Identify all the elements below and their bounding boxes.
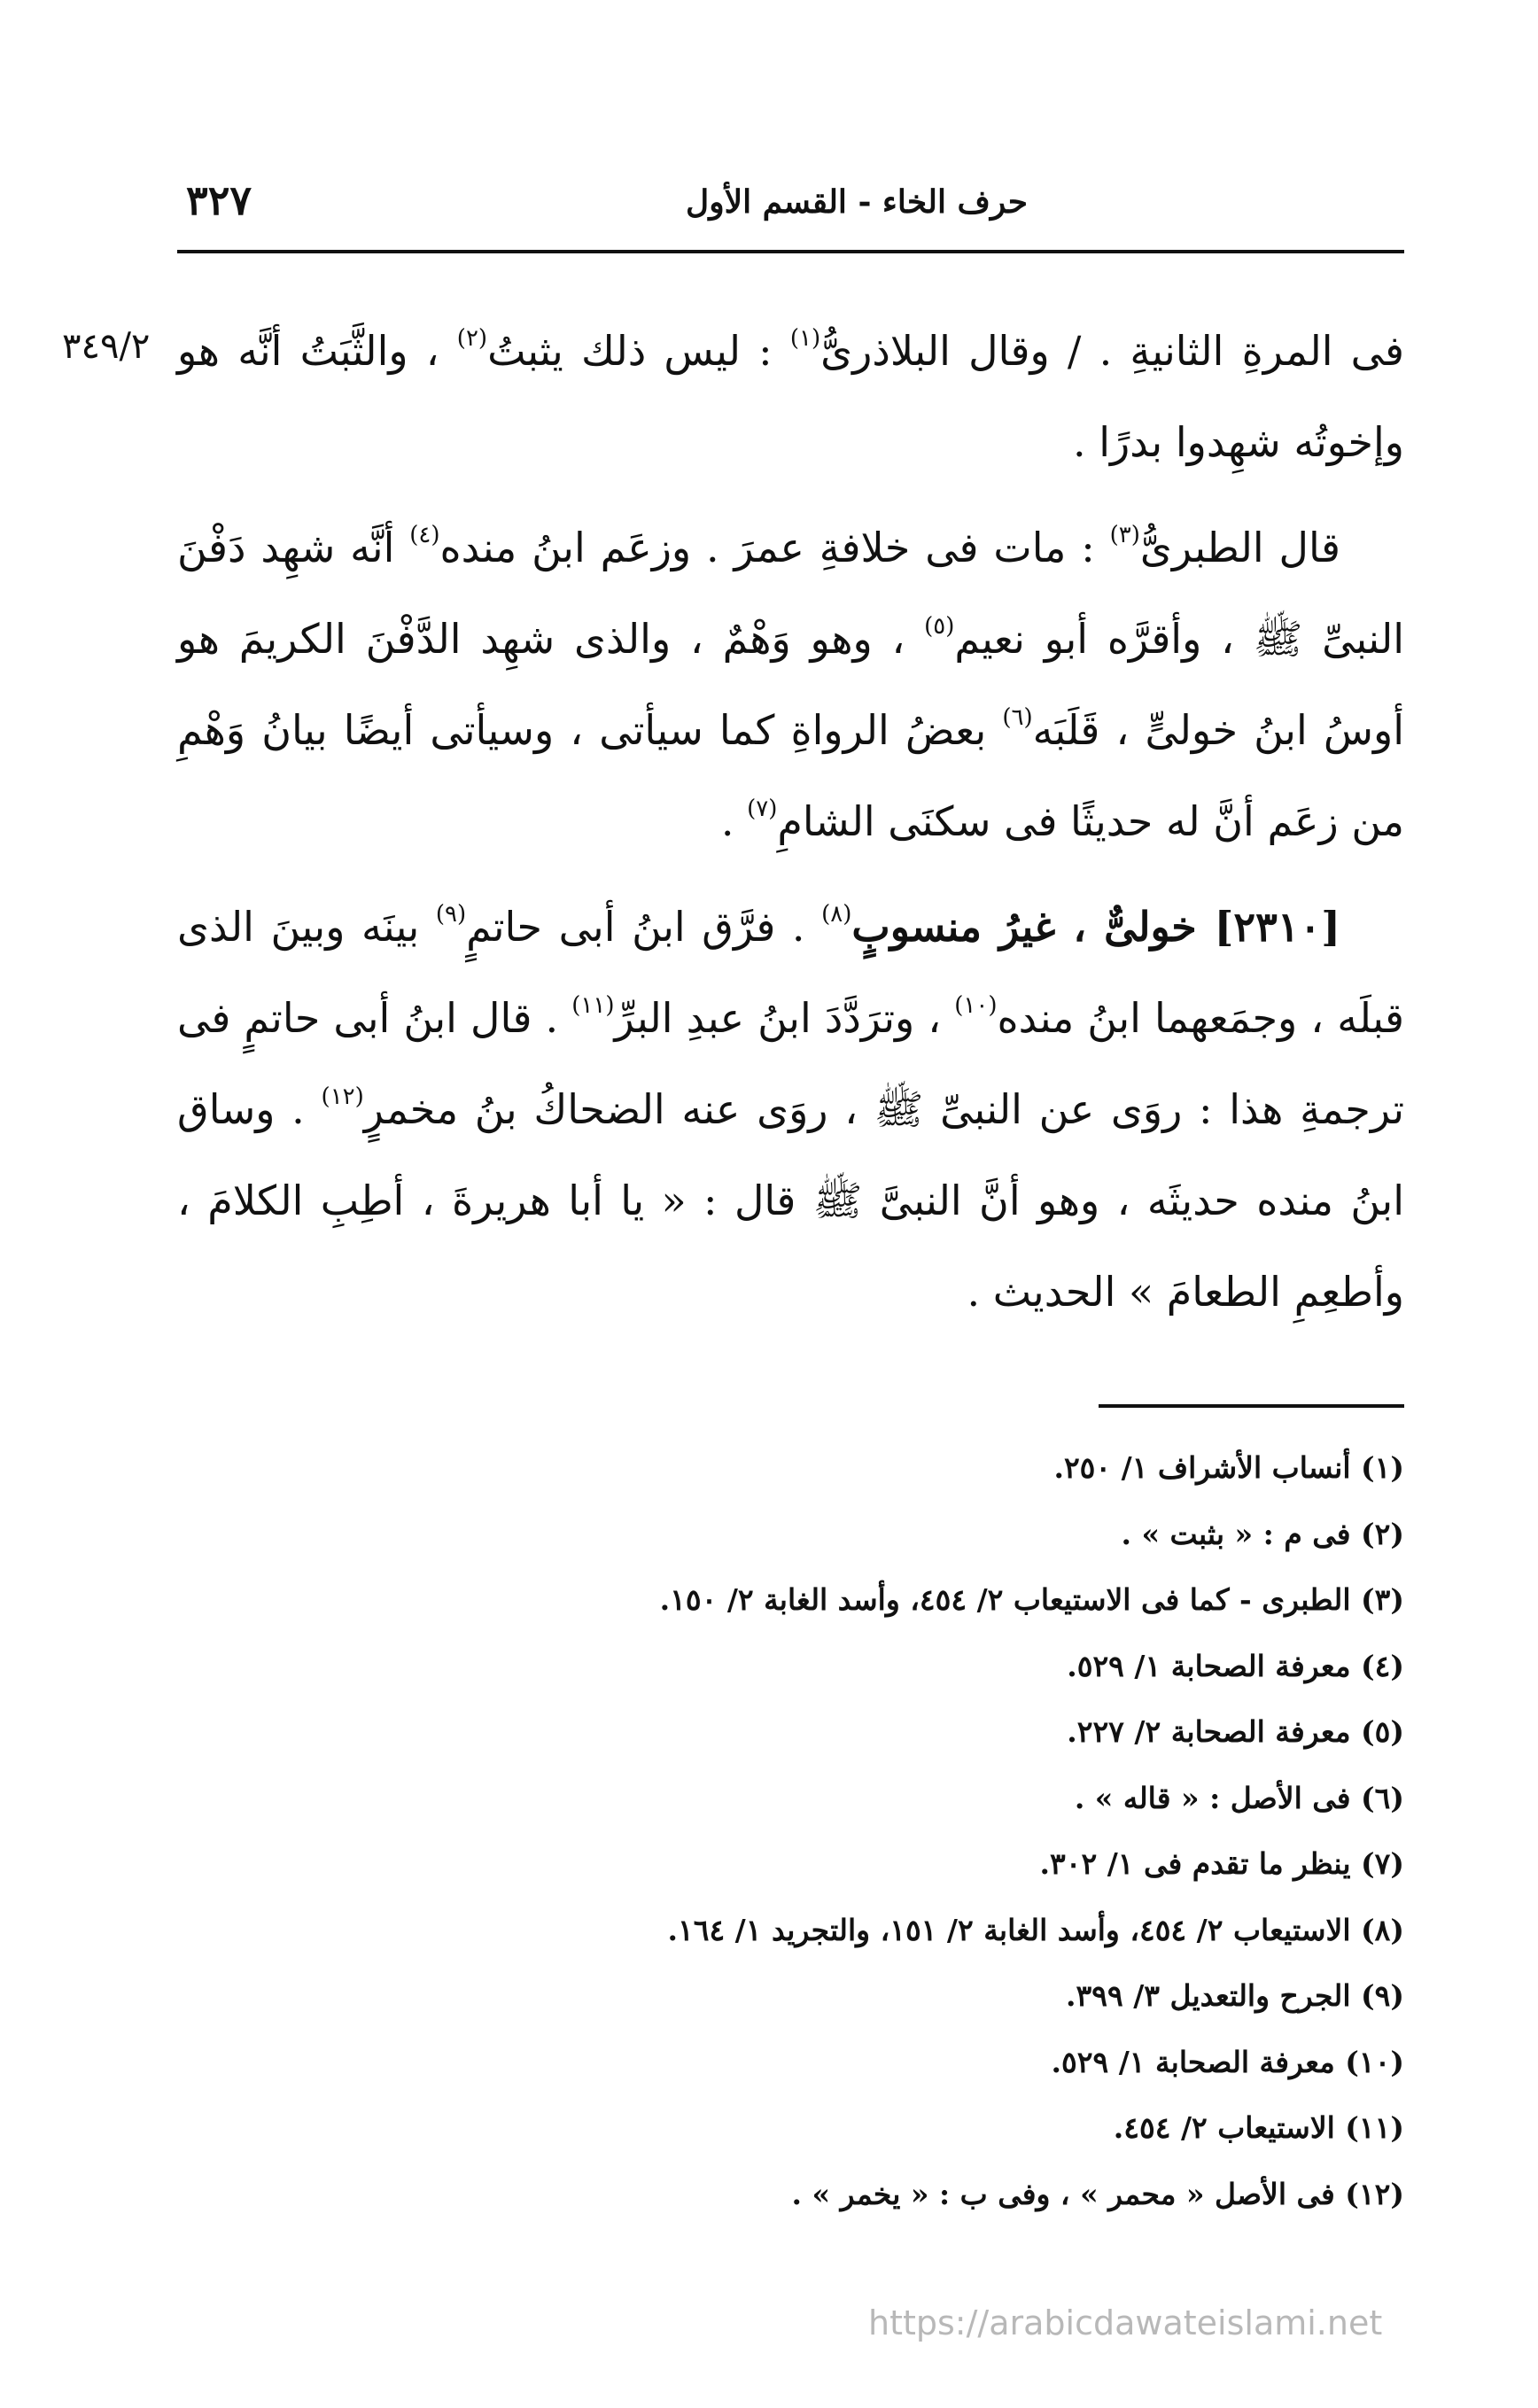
paragraph [177, 882, 1404, 1338]
footnote: (٧) ينظر ما تقدم فى ١/ ٣٠٢. [1039, 1846, 1404, 1881]
footnote-rule [1099, 1404, 1404, 1408]
text-run: . قال ابنُ أبى حاتمٍ فى ترجمةِ هذا : روَى عن النبىِّ ﷺ ، روَى عنه الضحاكُ بنُ مخمرٍ [177, 994, 1404, 1133]
footnote-marker: (٣) [1109, 522, 1140, 548]
footnote-marker: (١٠) [954, 992, 998, 1019]
footnote: (١١) الاستيعاب ٢/ ٤٥٤. [1113, 2110, 1404, 2145]
page-number: ٣٢٧ [186, 176, 252, 224]
paragraph [177, 502, 1404, 867]
footnote-marker: (٢) [456, 325, 488, 352]
footnote: (١٢) فى الأصل « محمر » ، وفى ب : « يخمر » . [791, 2176, 1404, 2211]
footnote-marker: (٦) [1002, 704, 1033, 731]
header-rule [177, 250, 1404, 253]
text-run: بينَه وبينَ الذى قبلَه ، وجمَعهما ابنُ منده [177, 903, 1404, 1042]
paragraph [177, 306, 1404, 488]
footnote: (٦) فى الأصل : « قاله » . [1074, 1780, 1404, 1815]
text-run: . [720, 797, 748, 845]
footnote: (٨) الاستيعاب ٢/ ٤٥٤، وأسد الغابة ٢/ ١٥١، والتجريد ١/ ١٦٤. [667, 1912, 1404, 1947]
text-run: بعضُ الرواةِ كما سيأتى ، وسيأتى أيضًا بيانُ وَهْمِ من زعَم أنَّ له حديثًا فى سكنَى الشامِ [177, 706, 1404, 845]
text-run: قال الطبرىُّ [1139, 524, 1340, 571]
footnote-marker: (٧) [747, 796, 778, 822]
footnote: (٤) معرفة الصحابة ١/ ٥٢٩. [1067, 1648, 1404, 1683]
text-run: ، والثَّبَتُ أنَّه هو وإخوتُه شهِدوا بدرًا . [177, 327, 1404, 466]
running-head: حرف الخاء - القسم الأول [686, 183, 1028, 221]
margin-reference: ٣٤٩/٢ [62, 326, 151, 367]
text-run: : ليس ذلك يثبتُ [487, 327, 790, 375]
footnote-marker: (٤) [409, 522, 440, 548]
footnotes [177, 1435, 1404, 2227]
footnote: (٥) معرفة الصحابة ٢/ ٢٢٧. [1067, 1714, 1404, 1749]
footnote: (١٠) معرفة الصحابة ١/ ٥٢٩. [1051, 2044, 1404, 2079]
text-run: فى المرةِ الثانيةِ . / وقال البلاذرىُّ [820, 327, 1405, 375]
footnote-marker: (٩) [435, 901, 467, 928]
text-run: . وساق ابنُ منده حديثَه ، وهو أنَّ النبىَّ ﷺ قال : « يا أبا هريرةَ ، أطِبِ الكلامَ ، وأطعِمِ الطعامَ » الحديث . [177, 1085, 1404, 1316]
text-run: : مات فى خلافةِ عمرَ . وزعَم ابنُ منده [439, 524, 1110, 571]
footnote-marker: (٥) [924, 613, 955, 640]
footnote: (٢) فى م : « بثبت » . [1121, 1516, 1404, 1551]
footnote-marker: (١١) [571, 992, 615, 1019]
entry-heading: [٢٣١٠] خولىٌّ ، غيرُ منسوبٍ [851, 903, 1341, 951]
footnote: (١) أنساب الأشراف ١/ ٢٥٠. [1053, 1450, 1404, 1485]
watermark: https://arabicdawateislami.net [868, 2303, 1383, 2342]
main-text [177, 306, 1404, 1338]
footnote-marker: (٨) [821, 901, 852, 928]
text-run: ، وترَدَّدَ ابنُ عبدِ البرِّ [614, 994, 955, 1042]
footnote-marker: (١٢) [321, 1084, 364, 1110]
text-run: . فرَّق ابنُ أبى حاتمٍ [466, 903, 822, 951]
text-run: أنَّه شهِد دَفْنَ النبىِّ ﷺ ، وأقرَّه أبو نعيم [177, 524, 1404, 663]
text-run: ، وهو وَهْمٌ ، والذى شهِد الدَّفْنَ الكريمَ هو أوسُ ابنُ خولىٍّ ، قَلَبَه [177, 615, 1404, 754]
footnote-marker: (١) [789, 325, 821, 352]
page-header [168, 173, 1404, 244]
footnote: (٣) الطبرى - كما فى الاستيعاب ٢/ ٤٥٤، وأسد الغابة ٢/ ١٥٠. [659, 1582, 1404, 1617]
footnote: (٩) الجرح والتعديل ٣/ ٣٩٩. [1066, 1978, 1404, 2013]
